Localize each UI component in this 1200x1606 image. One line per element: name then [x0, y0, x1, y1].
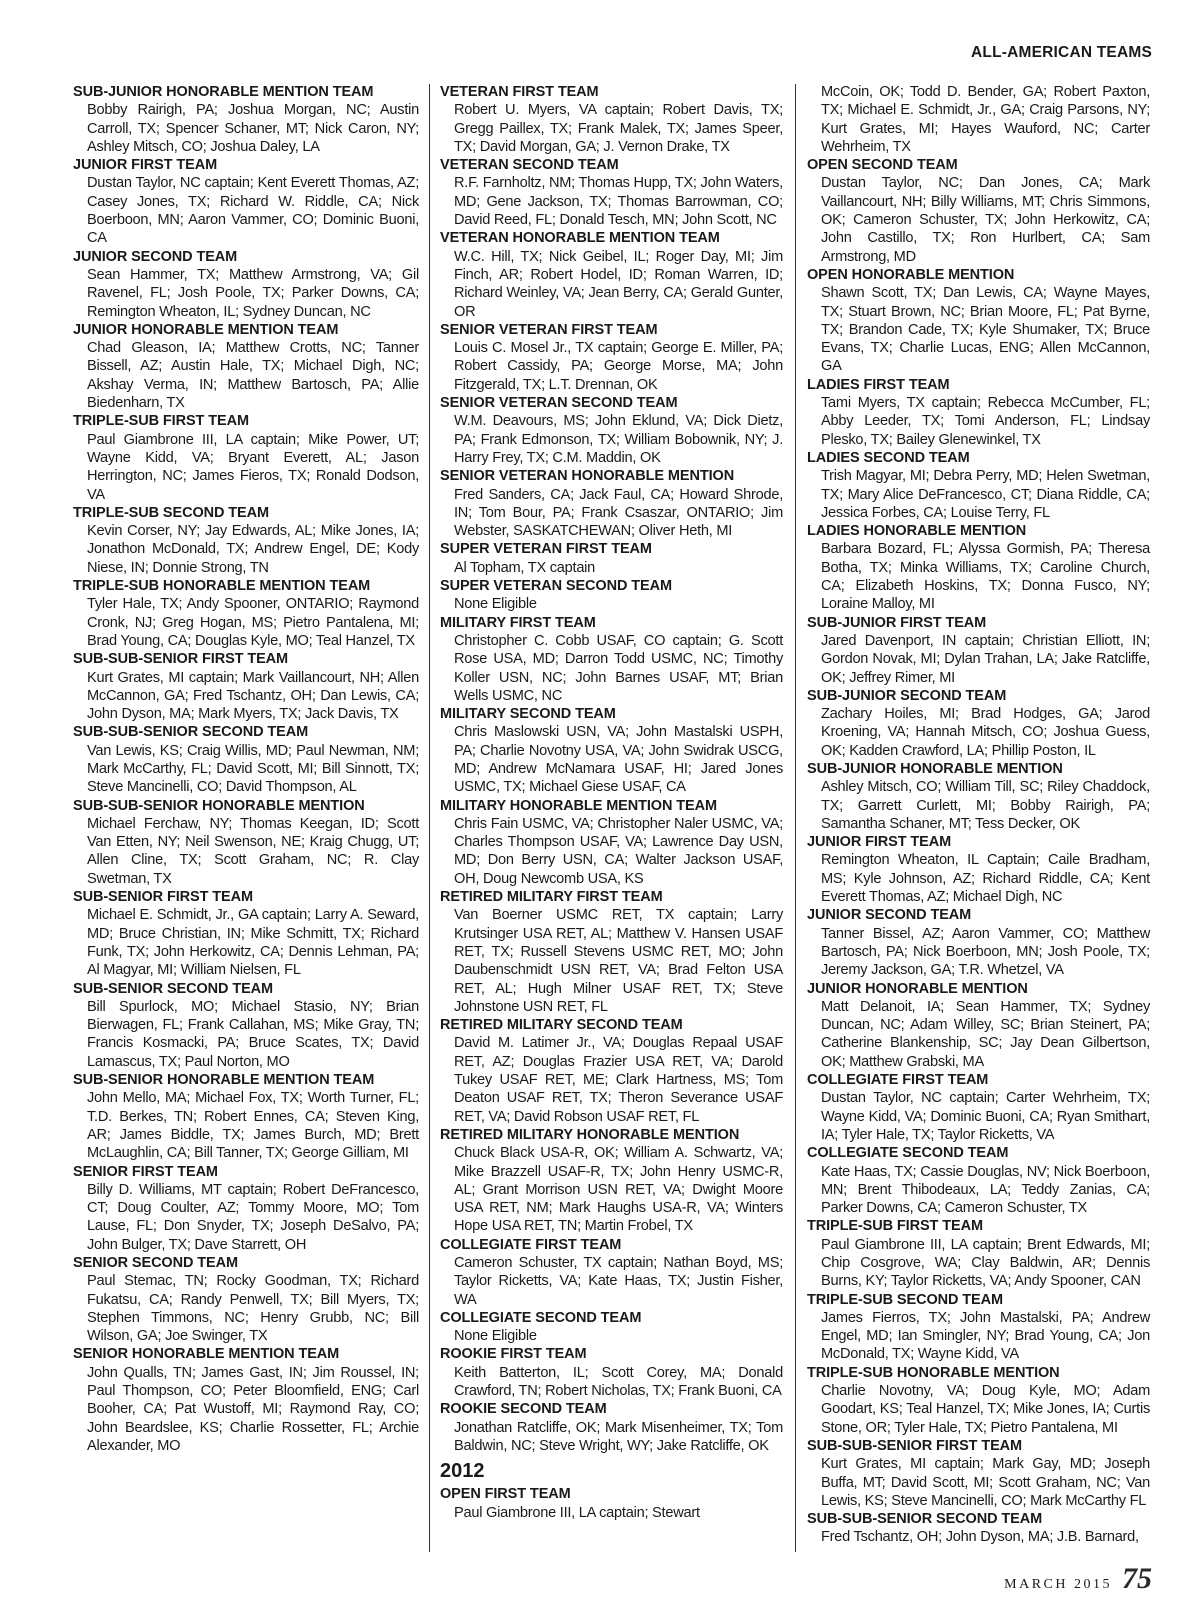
page-footer [1004, 1562, 1152, 1596]
team-title: SENIOR VETERAN FIRST TEAM [440, 321, 658, 338]
team-section [73, 83, 419, 156]
team-title: SUB-SUB-SENIOR SECOND TEAM [73, 724, 309, 741]
team-members: Fred Sanders, CA; Jack Faul, CA; Howard Shrode, IN; Tom Bour, PA; Frank Csaszar, ONTARIO; Jim Webster, SASKATCHEWAN; Oliver Heth, MI [454, 486, 783, 540]
team-section [807, 1071, 1150, 1144]
team-title: SUB-SUB-SENIOR HONORABLE MENTION [73, 797, 365, 814]
team-section [440, 797, 783, 888]
team-members: Paul Giambrone III, LA captain; Brent Edwards, MI; Chip Cosgrove, WA; Clay Baldwin, AR; Dennis Burns, KY; Taylor Ricketts, VA; Andy Spooner, CAN [821, 1236, 1150, 1290]
column-3-sections [807, 156, 1150, 1547]
team-members: Kurt Grates, MI captain; Mark Gay, MD; Joseph Buffa, MT; David Scott, MI; Scott Graham, NC; Van Lewis, KS; Steve Mancinelli, CO; Mark McCarthy FL [821, 1456, 1150, 1509]
column-2-year-sections [440, 1485, 783, 1522]
team-members: Jared Davenport, IN captain; Christian Elliott, IN; Gordon Novak, MI; Dylan Trahan, LA; Jake Ratcliffe, OK; Jeffrey Rimer, MI [821, 632, 1150, 686]
team-section [73, 1163, 419, 1254]
team-title: SUB-SENIOR HONORABLE MENTION TEAM [73, 1072, 375, 1089]
team-section [807, 687, 1150, 760]
team-section [440, 1016, 783, 1126]
team-section [73, 156, 419, 247]
team-title: RETIRED MILITARY FIRST TEAM [440, 889, 663, 906]
team-title: COLLEGIATE SECOND TEAM [440, 1309, 642, 1326]
team-section [440, 888, 783, 1016]
team-title: VETERAN FIRST TEAM [440, 84, 599, 100]
team-title: ROOKIE SECOND TEAM [440, 1401, 607, 1418]
team-section [807, 1510, 1150, 1547]
team-title: TRIPLE-SUB HONORABLE MENTION TEAM [73, 578, 371, 595]
page-header: ALL-AMERICAN TEAMS [971, 44, 1152, 61]
team-members: W.C. Hill, TX; Nick Geibel, IL; Roger Day, MI; Jim Finch, AR; Robert Hodel, ID; Roman Warren, ID; Richard Weinley, VA; Jean Berry, CA; Gerald Gunter, OR [454, 248, 783, 320]
team-members: None Eligible [454, 1328, 537, 1345]
team-section [440, 156, 783, 229]
team-title: ROOKIE FIRST TEAM [440, 1346, 587, 1363]
team-title: SUB-SENIOR FIRST TEAM [73, 889, 253, 906]
page-number: 75 [1122, 1562, 1152, 1595]
team-title: COLLEGIATE FIRST TEAM [807, 1072, 989, 1089]
team-section [73, 888, 419, 979]
team-section [807, 522, 1150, 613]
team-title: SENIOR FIRST TEAM [73, 1163, 218, 1180]
team-title: RETIRED MILITARY SECOND TEAM [440, 1017, 683, 1034]
team-section [440, 577, 783, 614]
team-members: Paul Giambrone III, LA captain; Mike Power, UT; Wayne Kidd, VA; Bryant Everett, AL; Jason Herrington, NC; James Fieros, TX; Ronald Dodson, VA [87, 431, 419, 503]
team-members: Ashley Mitsch, CO; William Till, SC; Riley Chaddock, TX; Garrett Curlett, MI; Bobby Rairigh, PA; Samantha Schaner, MT; Tess Decker, OK [821, 779, 1150, 832]
team-members: W.M. Deavours, MS; John Eklund, VA; Dick Dietz, PA; Frank Edmonson, TX; William Bobownik, NY; J. Harry Frey, TX; C.M. Maddin, OK [454, 413, 783, 466]
team-section [440, 540, 783, 577]
team-title: SENIOR HONORABLE MENTION TEAM [73, 1346, 340, 1363]
team-members: Remington Wheaton, IL Captain; Caile Bradham, MS; Kyle Johnson, AZ; Richard Riddle, CA; Kent Everett Thomas, AZ; Michael Digh, NC [821, 852, 1150, 906]
team-members: Tami Myers, TX captain; Rebecca McCumber, FL; Abby Leeder, TX; Tomi Anderson, FL; Lindsay Plesko, TX; Bailey Glenewinkel, TX [821, 395, 1150, 448]
team-section [440, 1236, 783, 1309]
team-section [807, 1217, 1150, 1290]
team-title: JUNIOR HONORABLE MENTION TEAM [73, 321, 339, 338]
team-title: JUNIOR SECOND TEAM [807, 907, 972, 924]
team-section [73, 248, 419, 321]
team-members: Cameron Schuster, TX captain; Nathan Boyd, MS; Taylor Ricketts, VA; Kate Haas, TX; Justin Fisher, WA [454, 1255, 783, 1308]
continued-text: McCoin, OK; Todd D. Bender, GA; Robert Paxton, TX; Michael E. Schmidt, Jr., GA; Craig Parsons, NY; Kurt Grates, MI; Hayes Wauford, NC; Carter Wehrheim, TX [821, 84, 1150, 155]
team-section [440, 705, 783, 796]
team-members: Bobby Rairigh, PA; Joshua Morgan, NC; Austin Carroll, TX; Spencer Schaner, MT; Nick Caron, NY; Ashley Mitsch, CO; Joshua Daley, LA [87, 102, 419, 155]
team-title: VETERAN SECOND TEAM [440, 157, 619, 174]
team-section [807, 266, 1150, 376]
team-members: Robert U. Myers, VA captain; Robert Davis, TX; Gregg Paillex, TX; Frank Malek, TX; James Speer, TX; David Morgan, GA; J. Vernon Drake, TX [454, 102, 783, 155]
team-members: Kate Haas, TX; Cassie Douglas, NV; Nick Boerboon, MN; Brent Thibodeaux, LA; Teddy Zanias, CA; Parker Downs, CA; Cameron Schuster, TX [821, 1163, 1150, 1217]
team-title: SENIOR VETERAN SECOND TEAM [440, 395, 678, 412]
team-section [440, 1485, 783, 1522]
team-members: Tyler Hale, TX; Andy Spooner, ONTARIO; Raymond Cronk, NJ; Greg Hogan, MS; Pietro Pantalena, MI; Brad Young, CA; Douglas Kyle, MO; Teal Hanzel, TX [87, 596, 419, 649]
team-members: Kevin Corser, NY; Jay Edwards, AL; Mike Jones, IA; Jonathon McDonald, TX; Andrew Engel, DE; Kody Niese, IN; Donnie Strong, TN [87, 523, 419, 576]
team-members: Billy D. Williams, MT captain; Robert DeFrancesco, CT; Doug Coulter, AZ; Tommy Moore, MO; Tom Lause, FL; Don Snyder, TX; Joseph DeSalvo, PA; John Bulger, TX; Dave Starrett, OH [87, 1181, 419, 1253]
team-members: Christopher C. Cobb USAF, CO captain; G. Scott Rose USA, MD; Darron Todd USMC, NC; Timothy Koller USN, NC; John Barnes USAF, MT; Brian Wells USMC, NC [454, 632, 783, 704]
team-section [73, 1345, 419, 1455]
team-title: LADIES HONORABLE MENTION [807, 523, 1027, 540]
team-title: RETIRED MILITARY HONORABLE MENTION [440, 1126, 740, 1143]
team-title: MILITARY SECOND TEAM [440, 706, 616, 723]
team-members: R.F. Farnholtz, NM; Thomas Hupp, TX; John Waters, MD; Gene Jackson, TX; Thomas Barrowman, CO; David Reed, FL; Donald Tesch, MN; John Scott, NC [454, 175, 783, 229]
team-members: Keith Batterton, IL; Scott Corey, MA; Donald Crawford, TN; Robert Nicholas, TX; Frank Buoni, CA [454, 1364, 783, 1400]
team-members: Fred Tschantz, OH; John Dyson, MA; J.B. Barnard, [821, 1529, 1139, 1546]
team-title: JUNIOR SECOND TEAM [73, 248, 238, 265]
team-members: Zachary Hoiles, MI; Brad Hodges, GA; Jarod Kroening, VA; Hannah Mitsch, CO; Joshua Guess, OK; Kadden Crawford, LA; Phillip Poston, IL [821, 706, 1150, 759]
year-heading: 2012 [440, 1460, 485, 1483]
team-members: Trish Magyar, MI; Debra Perry, MD; Helen Swetman, TX; Mary Alice DeFrancesco, CT; Diana Riddle, CA; Jessica Forbes, CA; Louise Terry, FL [821, 468, 1150, 521]
team-members: Al Topham, TX captain [454, 559, 596, 576]
team-title: SUB-SUB-SENIOR FIRST TEAM [73, 651, 289, 668]
team-section [807, 906, 1150, 979]
team-title: MILITARY HONORABLE MENTION TEAM [440, 797, 717, 814]
team-title: TRIPLE-SUB SECOND TEAM [807, 1291, 1003, 1308]
team-section [440, 467, 783, 540]
team-members: Van Lewis, KS; Craig Willis, MD; Paul Newman, NM; Mark McCarthy, FL; David Scott, MI; Bill Sinnott, TX; Steve Mancinelli, CO; David Thompson, AL [87, 742, 419, 796]
team-title: SENIOR SECOND TEAM [73, 1255, 238, 1271]
team-title: SUB-SUB-SENIOR SECOND TEAM [807, 1511, 1043, 1528]
team-title: SUPER VETERAN FIRST TEAM [440, 541, 652, 558]
team-members: Shawn Scott, TX; Dan Lewis, CA; Wayne Mayes, TX; Stuart Brown, NC; Brian Moore, FL; Pat Byrne, TX; Brandon Cade, TX; Kyle Shumaker, TX; Bruce Evans, TX; Charlie Lucas, ENG; Allen McCannon, GA [821, 285, 1150, 375]
team-members: Chris Fain USMC, VA; Christopher Naler USMC, VA; Charles Thompson USAF, VA; Lawrence Day USN, MD; Don Berry USN, CA; Walter Jackson USAF, OH, Doug Newcomb USA, KS [454, 815, 783, 887]
team-section [807, 1144, 1150, 1217]
issue-date: MARCH 2015 [1004, 1577, 1112, 1592]
team-section [440, 83, 783, 156]
column-2-sections [440, 83, 783, 1455]
team-section [807, 449, 1150, 522]
team-section [73, 980, 419, 1071]
team-title: COLLEGIATE FIRST TEAM [440, 1236, 622, 1253]
team-members: Louis C. Mosel Jr., TX captain; George E. Miller, PA; Robert Cassidy, PA; George Morse, MA; John Fitzgerald, TX; L.T. Drennan, OK [454, 340, 783, 393]
team-section [807, 1364, 1150, 1437]
team-section [807, 156, 1150, 266]
team-members: Paul Stemac, TN; Rocky Goodman, TX; Richard Fukatsu, CA; Randy Penwell, TX; Bill Myers, TX; Stephen Timmons, NC; Henry Grubb, NC; Bill Wilson, GA; Joe Swinger, TX [87, 1273, 419, 1345]
team-title: TRIPLE-SUB FIRST TEAM [73, 413, 249, 430]
team-title: LADIES FIRST TEAM [807, 376, 950, 393]
team-title: TRIPLE-SUB FIRST TEAM [807, 1218, 983, 1235]
team-members: Sean Hammer, TX; Matthew Armstrong, VA; Gil Ravenel, FL; Josh Poole, TX; Parker Downs, CA; Remington Wheaton, IL; Sydney Duncan, NC [87, 266, 419, 320]
team-members: David M. Latimer Jr., VA; Douglas Repaal USAF RET, AZ; Douglas Frazier USA RET, VA; Darold Tukey USAF RET, ME; Clark Hartness, MS; Tom Deaton USAF RET, TX; Theron Severance USAF RET, VA; David Robson USAF RET, FL [454, 1035, 783, 1125]
team-members: Matt Delanoit, IA; Sean Hammer, TX; Sydney Duncan, NC; Adam Willey, SC; Brian Steinert, PA; Catherine Blankenship, SC; Jay Dean Gilbertson, OK; Matthew Grabski, MA [821, 998, 1150, 1070]
team-section [807, 833, 1150, 906]
team-title: SUB-SUB-SENIOR FIRST TEAM [807, 1437, 1023, 1454]
team-members: Dustan Taylor, NC captain; Kent Everett Thomas, AZ; Casey Jones, TX; Richard W. Riddle, CA; Nick Boerboon, MN; Aaron Vammer, CO; Dominic Buoni, CA [87, 175, 419, 247]
team-title: JUNIOR HONORABLE MENTION [807, 980, 1028, 997]
team-members: Charlie Novotny, VA; Doug Kyle, MO; Adam Goodart, KS; Teal Hanzel, TX; Mike Jones, IA; Curtis Stone, OR; Tyler Hale, TX; Pietro Pantalena, MI [821, 1383, 1150, 1436]
team-title: SENIOR VETERAN HONORABLE MENTION [440, 468, 735, 485]
team-section [807, 1437, 1150, 1510]
team-members: Chad Gleason, IA; Matthew Crotts, NC; Tanner Bissell, AZ; Austin Hale, TX; Michael Digh, NC; Akshay Verma, IN; Matthew Bartosch, PA; Allie Biedenharn, TX [87, 340, 419, 412]
team-members: Michael E. Schmidt, Jr., GA captain; Larry A. Seward, MD; Bruce Christian, IN; Mike Schmitt, TX; Richard Funk, TX; John Herkowitz, CA; Dennis Lehman, PA; Al Magyar, MI; William Nielsen, FL [87, 907, 419, 979]
team-section [807, 1291, 1150, 1364]
team-members: Barbara Bozard, FL; Alyssa Gormish, PA; Theresa Botha, TX; Minka Williams, TX; Caroline Church, CA; Elizabeth Hoskins, TX; Donna Fusco, NY; Loraine Malloy, MI [821, 541, 1150, 613]
column-3 [807, 83, 1150, 1547]
team-section [73, 1254, 419, 1345]
team-section [73, 723, 419, 796]
team-section [73, 797, 419, 888]
team-members: Paul Giambrone III, LA captain; Stewart [454, 1504, 700, 1521]
team-members: Dustan Taylor, NC captain; Carter Wehrheim, TX; Wayne Kidd, VA; Dominic Buoni, CA; Ryan Smithart, IA; Tyler Hale, TX; Taylor Ricketts, VA [821, 1090, 1150, 1143]
team-title: MILITARY FIRST TEAM [440, 614, 596, 631]
team-section [440, 321, 783, 394]
team-title: COLLEGIATE SECOND TEAM [807, 1145, 1009, 1162]
team-section [73, 577, 419, 650]
team-section [440, 229, 783, 320]
team-title: TRIPLE-SUB SECOND TEAM [73, 504, 269, 521]
team-members: Chris Maslowski USN, VA; John Mastalski USPH, PA; Charlie Novotny USA, VA; John Swidrak USCG, MD; Andrew McNamara USAF, HI; Jared Jones USMC, TX; Michael Giese USAF, CA [454, 724, 783, 796]
team-section [440, 614, 783, 705]
team-section [73, 650, 419, 723]
team-members: Jonathan Ratcliffe, OK; Mark Misenheimer, TX; Tom Baldwin, NC; Steve Wright, WY; Jake Ratcliffe, OK [454, 1419, 783, 1454]
team-section [440, 1126, 783, 1236]
column-1 [73, 83, 419, 1455]
team-title: SUB-JUNIOR HONORABLE MENTION [807, 760, 1063, 777]
team-title: VETERAN HONORABLE MENTION TEAM [440, 230, 720, 247]
team-members: Tanner Bissel, AZ; Aaron Vammer, CO; Matthew Bartosch, PA; Nick Boerboon, MN; Josh Poole, TX; Jeremy Jackson, GA; T.R. Whetzel, VA [821, 925, 1150, 979]
team-title: OPEN FIRST TEAM [440, 1486, 571, 1503]
team-title: OPEN HONORABLE MENTION [807, 266, 1015, 283]
team-section [73, 321, 419, 412]
team-title: SUB-SENIOR SECOND TEAM [73, 980, 274, 997]
column-divider [429, 84, 430, 1552]
team-members: James Fierros, TX; John Mastalski, PA; Andrew Engel, MD; Ian Smingler, NY; Brad Young, CA; Jon McDonald, TX; Wayne Kidd, VA [821, 1309, 1150, 1363]
team-section [807, 614, 1150, 687]
team-title: SUPER VETERAN SECOND TEAM [440, 578, 672, 595]
team-members: John Qualls, TN; James Gast, IN; Jim Roussel, IN; Paul Thompson, CO; Peter Bloomfield, ENG; Carl Booher, CA; Pat Wustoff, MI; Raymond Ray, CO; John Beardslee, KS; Charlie Rossetter, FL; Archie Alexander, MO [87, 1364, 419, 1454]
team-section [807, 376, 1150, 449]
team-section [440, 1400, 783, 1455]
team-title: SUB-JUNIOR SECOND TEAM [807, 687, 1007, 704]
team-title: JUNIOR FIRST TEAM [807, 834, 952, 851]
team-members: None Eligible [454, 596, 537, 613]
team-section [73, 412, 419, 503]
team-members: Chuck Black USA-R, OK; William A. Schwartz, VA; Mike Brazzell USAF-R, TX; John Henry USMC-R, AL; Grant Morrison USN RET, VA; Dwight Moore USA RET, NM; Mark Haughs USA-R, VA; Winters Hope USA RET, TN; Martin Frobel, TX [454, 1145, 783, 1235]
team-members: Dustan Taylor, NC; Dan Jones, CA; Mark Vaillancourt, NH; Billy Williams, MT; Chris Simmons, OK; Cameron Schuster, TX; John Herkowitz, CA; John Castillo, TX; Ron Hurlbert, CA; Sam Armstrong, MD [821, 175, 1150, 265]
team-title: OPEN SECOND TEAM [807, 157, 958, 174]
team-section [807, 760, 1150, 833]
team-section [440, 394, 783, 467]
team-section [73, 504, 419, 577]
team-members: Van Boerner USMC RET, TX captain; Larry Krutsinger USA RET, AL; Matthew V. Hansen USAF RET, TX; Russell Stevens USMC RET, MO; John Daubenschmidt USN RET, VA; Brad Felton USA RET, AL; Hugh Milner USAF RET, TX; Steve Johnstone USN RET, FL [454, 907, 783, 1015]
team-members: Kurt Grates, MI captain; Mark Vaillancourt, NH; Allen McCannon, GA; Fred Tschantz, OH; Dan Lewis, CA; John Dyson, MA; Mark Myers, TX; Jack Davis, TX [87, 669, 419, 723]
team-section [440, 1345, 783, 1400]
team-title: SUB-JUNIOR HONORABLE MENTION TEAM [73, 84, 374, 100]
team-title: LADIES SECOND TEAM [807, 449, 970, 466]
team-section [807, 980, 1150, 1071]
team-members: John Mello, MA; Michael Fox, TX; Worth Turner, FL; T.D. Berkes, TN; Robert Ennes, CA; Steven King, AR; James Biddle, TX; James Burch, MD; Brett McLaughlin, CA; Bill Tanner, TX; George Gilliam, MI [87, 1090, 419, 1162]
team-members: Bill Spurlock, MO; Michael Stasio, NY; Brian Bierwagen, FL; Frank Callahan, MS; Mike Gray, TN; Francis Kosmacki, PA; Bruce Scates, TX; David Lamascus, TX; Paul Norton, MO [87, 998, 419, 1070]
team-members: Michael Ferchaw, NY; Thomas Keegan, ID; Scott Van Etten, NY; Neil Swenson, NE; Kraig Chugg, UT; Allen Cline, TX; Scott Graham, NC; R. Clay Swetman, TX [87, 815, 419, 887]
column-2 [440, 83, 783, 1522]
column-divider [795, 84, 796, 1552]
team-title: TRIPLE-SUB HONORABLE MENTION [807, 1364, 1060, 1381]
team-title: JUNIOR FIRST TEAM [73, 157, 218, 174]
team-section [440, 1309, 783, 1346]
team-title: SUB-JUNIOR FIRST TEAM [807, 614, 987, 631]
team-section [73, 1071, 419, 1162]
